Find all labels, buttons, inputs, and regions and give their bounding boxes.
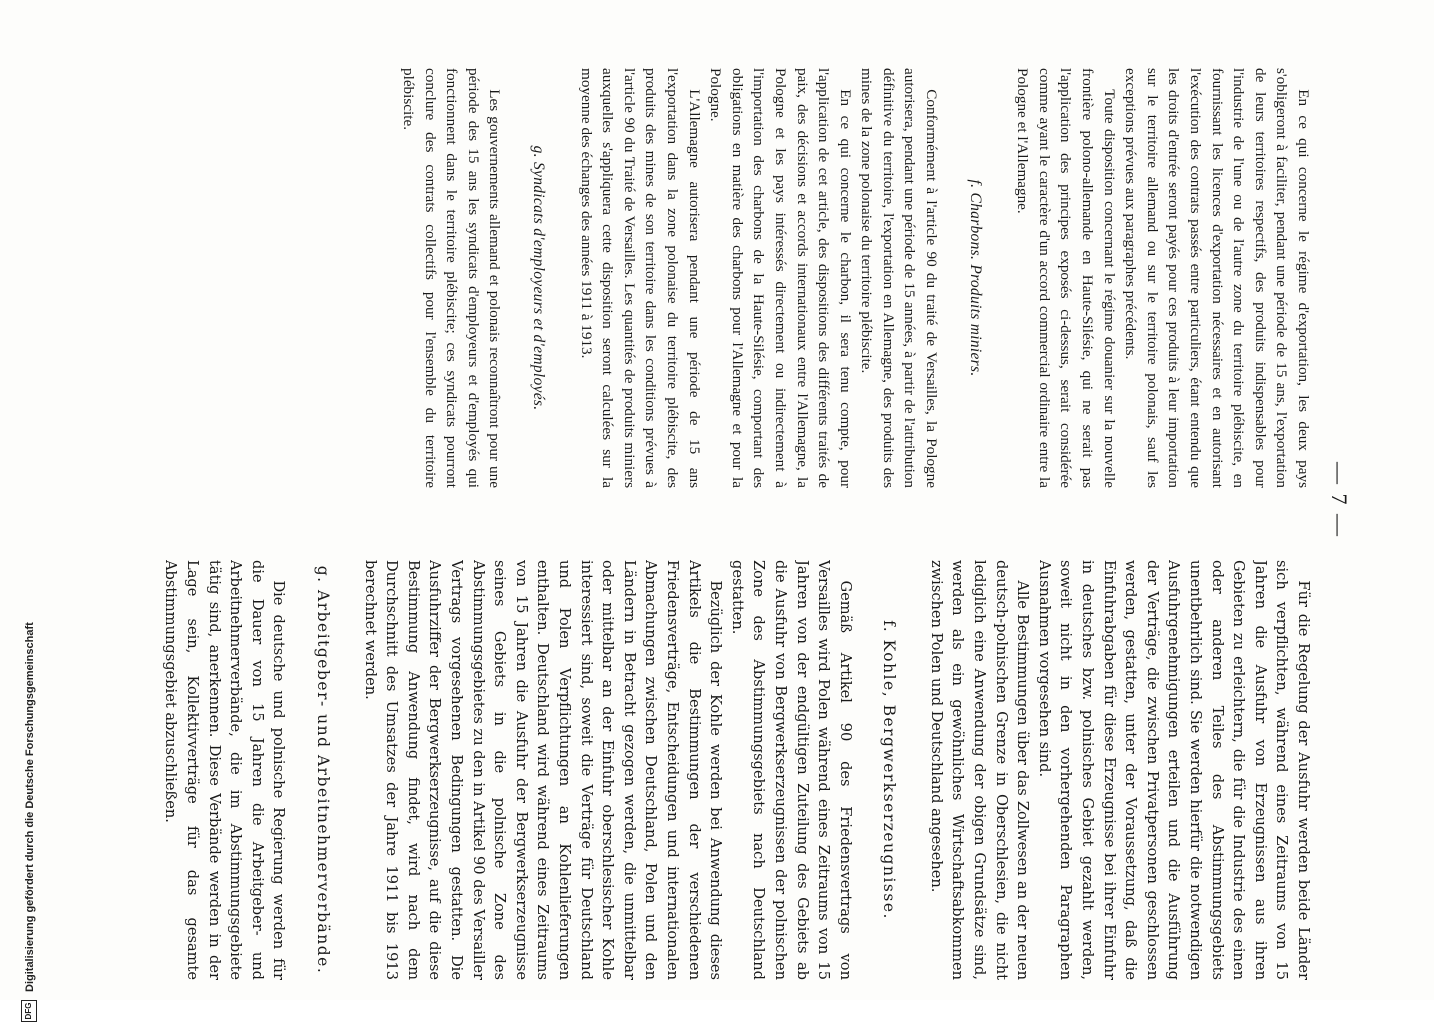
paragraph: En ce qui concerne le régime d'exportation, les deux pays s'obligeront à faciliter, pendant une période de 15 ans, l'exportation de leurs territoires respectifs, des produits indispensables pour l'industrie de l'une ou de l'autre zone du territoire plébiscite, en fournissant les licences d'exportation nécessaires et en autorisant l'exécution des contrats passés entre particuliers, étant entendu que les droits d'entrée seront payés pour ces produits à leur importation sur le territoire allemand ou sur le territoire polonais, sauf les exceptions prévues aux paragraphes précédents. [1122, 68, 1312, 488]
digitization-credit [20, 0, 42, 1020]
section-heading: g. Syndicats d'employeurs et d'employés. [530, 145, 547, 411]
page-number: — 7 — [1327, 462, 1352, 538]
paragraph: Conformément à l'article 90 du traité de Versailles, la Pologne autorisera, pendant une période de 15 années, à partir de l'attribution définitive du territoire, l'exportation en Allemagne, des produits des mines de la zone polonaise du territoire plébiscite. [858, 68, 941, 488]
paragraph: L'Allemagne autorisera pendant une période de 15 ans l'exportation dans la zone polonaise du territoire plébiscite, des produits des mines de son territoire dans les conditions prévues à l'article 90 du Traité de Versailles. Les quantités de produits miniers auxquelles s'appliquera cette disposition seront calculées sur la moyenne des échanges des années 1911 à 1913. [577, 68, 703, 488]
paragraph: Les gouvernements allemand et polonais reconnaîtront pour une période des 15 ans les syndicats d'employeurs et d'employés qui fonctionnent dans le territoire plébiscite; ces syndicats pourront conclure des contrats collectifs pour l'ensemble du territoire plébiscite. [400, 68, 504, 488]
dfg-logo-icon: DFG [21, 1000, 37, 1022]
section-heading: f. Kohle, Bergwerkserzeugnisse. [880, 620, 899, 920]
paragraph: En ce qui concerne le charbon, il sera tenu compte, pour l'application de cet article, des dispositions des différents traités de paix, des décisions et accords internationaux entre l'Allemagne, la Pologne et les pays intéressés directement ou indirectement à l'importation des charbons de la Haute-Silésie, comportant des obligations en matière des charbons pour l'Allemagne et pour la Pologne. [707, 68, 854, 488]
section-heading: g. Arbeitgeber- und Arbeitnehmerverbände. [314, 565, 333, 975]
paragraph: Die deutsche und polnische Regierung werden für die Dauer von 15 Jahren die Arbeitgeber- und Arbeitnehmerverbände, die im Abstimmungsgebiete tätig sind, anerkennen. Diese Verbände werden in der Lage sein, Kollektivverträge für das gesamte Abstimmungsgebiet abzuschließen. [162, 560, 288, 980]
french-column [124, 68, 1314, 488]
section-heading: f. Charbons. Produits miniers. [966, 179, 984, 377]
paragraph: Alle Bestimmungen über das Zollwesen an der neuen deutsch-polnischen Grenze in Oberschlesien, die nicht lediglich eine Anwendung der obigen Grundsätze sind, werden als ein gewöhnliches Wirtschaftsabkommen zwischen Polen und Deutschland angesehen. [927, 560, 1032, 980]
paragraph: Für die Regelung der Ausfuhr werden beide Länder sich verpflichten, während eines Zeitraums von 15 Jahren die Ausfuhr von Erzeugnissen aus ihren Gebieten zu erleichtern, die für die Industrie des einen oder anderen Teiles des Abstimmungsgebiets unentbehrlich sind. Sie werden hierfür die notwendigen Ausfuhrgenehmigungen erteilen und die Ausführung der Verträge, die zwischen Privatpersonen geschlossen werden, gestatten, unter der Voraussetzung, daß die Einfuhrabgaben für diese Erzeugnisse bei ihrer Einfuhr in deutsches bzw. polnisches Gebiet gezahlt werden, soweit nicht in den vorhergehenden Paragraphen Ausnahmen vorgesehen sind. [1035, 560, 1312, 980]
paragraph: Bezüglich der Kohle werden bei Anwendung dieses Artikels die Bestimmungen der verschiedenen Friedensverträge, Entscheidungen und internationalen Abmachungen zwischen Deutschland, Polen und den Ländern in Betracht gezogen werden, die unmittelbar oder mittelbar an der Einfuhr oberschlesischer Kohle interessiert sind, soweit die Verträge für Deutschland und Polen Verpflichtungen an Kohlenlieferungen enthalten. Deutschland wird während eines Zeitraums von 15 Jahren die Ausfuhr der Bergwerkserzeugnisse seines Gebiets in die polnische Zone des Abstimmungsgebietes zu den in Artikel 90 des Versailler Vertrags vorgesehenen Bedingungen gestatten. Die Ausfuhrziffer der Bergwerkserzeugnisse, auf die diese Bestimmung Anwendung findet, wird nach dem Durchschnitt des Umsatzes der Jahre 1911 bis 1913 berechnet werden. [361, 560, 725, 980]
credit-text: Digitalisierung gefördert durch die Deutsche Forschungsgemeinschaft [24, 622, 36, 992]
german-column [124, 560, 1314, 980]
paragraph: Gemäß Artikel 90 des Friedensvertrags von Versailles wird Polen während eines Zeitraums von 15 Jahren von der endgültigen Zuteilung des Gebiets ab die Ausfuhr von Bergwerkserzeugnissen der polnischen Zone des Abstimmungsgebiets nach Deutschland gestatten. [728, 560, 854, 980]
paragraph: Toute disposition concernant le régime douanier sur la nouvelle frontière polono-allemande en Haute-Silésie, qui ne serait pas l'application des principes exposés ci-dessus, serait considérée comme ayant le caractère d'un accord commercial ordinaire entre la Pologne et l'Allemagne. [1014, 68, 1118, 488]
